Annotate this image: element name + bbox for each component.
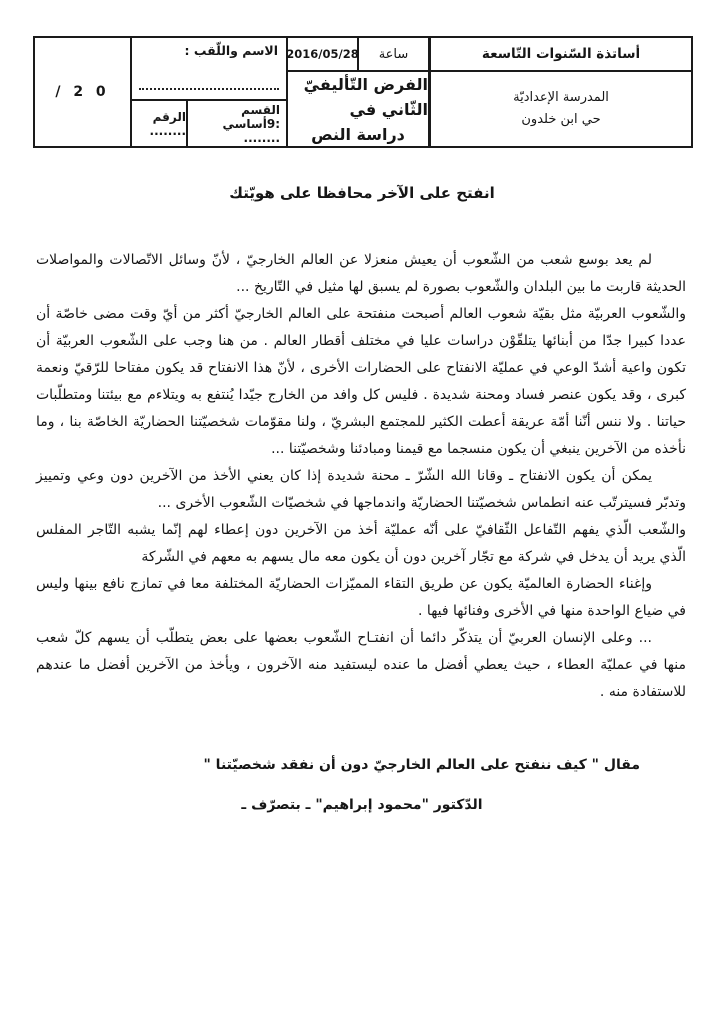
source-author: الدّكتور "محمود إبراهيم" ـ بتصرّف ـ [241,797,483,813]
duration-label: ساعة [378,46,409,62]
name-label: الاسم واللّقب : [184,43,278,58]
source-article-title: مقال " كيف ننفتح على العالم الخارجيّ دون أن نفقد شخصيّتنا " [203,757,640,773]
exam-title-line2: دراسة النص [311,124,405,144]
body-paragraph: يمكن أن يكون الانفتاح ـ وقانا الله الشّرّ ـ محنة شديدة إذا كان يعني الأخذ من الآخرين دون وعي وتمييز وتدبّر فسيترتّب عنه انطماس شخصيّتنا الحضاريّة واندماجها في شخصيّات الشّعوب الأخرى ... [36,468,686,511]
score-value: / 2 0 [55,84,110,100]
body-paragraph: لم يعد بوسع شعب من الشّعوب أن يعيش منعزلا عن العالم الخارجيّ ، لأنّ وسائل الاتّصالات والمواصلات الحديثة قاربت ما بين البلدان والشّعوب بصورة لم يسبق لها مثيل في التّاريخ ... [36,252,686,295]
body-paragraphs [36,247,686,706]
body-paragraph: وإغناء الحضارة العالميّة يكون عن طريق التقاء المميّزات الحضاريّة المختلفة معا في تمازج نافع بينها وليس في ضياع الواحدة منها في الأخرى وفنائها فيها . [36,576,686,619]
exam-title-line1: الفرض التّأليفيّ الثّاني في [303,74,428,119]
text-title: انفتح على الآخر محافظا على هويّتك [229,184,495,202]
header-table [33,36,693,148]
student-number-cell [132,101,188,146]
student-name-cell [132,38,288,101]
school-name-line1: المدرسة الإعداديّة [513,90,609,105]
body-paragraph: والشّعوب العربيّة مثل بقيّة شعوب العالم أصبحت منفتحة على العالم الخارجيّ أكثر من أيّ وقت مضى خاصّة أن عددا كبيرا جدّا من أبنائها يتلقّوْن دراسات عليا في مختلف أقطار العالم . من هنا وجب على الشّعوب العربيّة أن تكون واعية أشدّ الوعي في عمليّة الانفتاح على الحضارات الأخرى ، لأنّ هذا الانفتاح قد يكون مفتاحا للرّقيّ ونعمة كبرى ، وقد يكون عنصر فساد ومحنة شديدة . فليس كل وافد من الخارج جيّدا يُنتفع به ويتلاءم مع بيئتنا ومتطلّبات حياتنا . ولا ننس أنّنا أمّة عريقة أعطت الكثير للمجتمع البشريّ ، ولنا مقوّمات شخصيّتنا الحضاريّة الخاصّة بنا ، وما نأخذه من الآخرين ينبغي أن يكون منسجما مع قيمنا ومبادئنا وشخصيّتنا ... [36,306,686,457]
score-box [35,38,132,146]
body-paragraph: ... وعلى الإنسان العربيّ أن يتذكّر دائما أن انفتـاح الشّعوب بعضها على بعض يتطلّب أن يسهم كلّ شعب منها في عمليّة العطاء ، حيث يعطي أفضل ما عنده ليستفيد منه الآخرون ، ويأخذ من الآخرين أفضل ما عندهم للاستفادة منه . [36,630,686,700]
class-label: القسم :9أساسي ........ [222,102,280,145]
school-cell [431,72,691,146]
exam-title-cell [288,72,431,146]
duration-cell [359,38,431,72]
school-name-line2: حي ابن خلدون [521,112,601,127]
class-cell [188,101,288,146]
exam-date: 2016/05/28 [286,47,359,61]
source-attribution [38,752,686,819]
staff-label: أساتذة السّنوات التّاسعة [481,46,641,62]
staff-cell [431,38,691,72]
exam-date-cell [288,38,359,72]
number-label: الرقم ........ [149,109,186,138]
name-fill-in-line [139,88,279,90]
body-paragraph: والشّعب الّذي يفهم التّفاعل الثّقافيّ على أنّه عمليّة أخذ من الآخرين دون إعطاء لهم إنّما يشبه التّاجر المفلس الّذي يريد أن يدخل في شركة مع تجّار آخرين دون أن يكون معه مال يسهم به معهم في الشّركة [36,522,686,565]
